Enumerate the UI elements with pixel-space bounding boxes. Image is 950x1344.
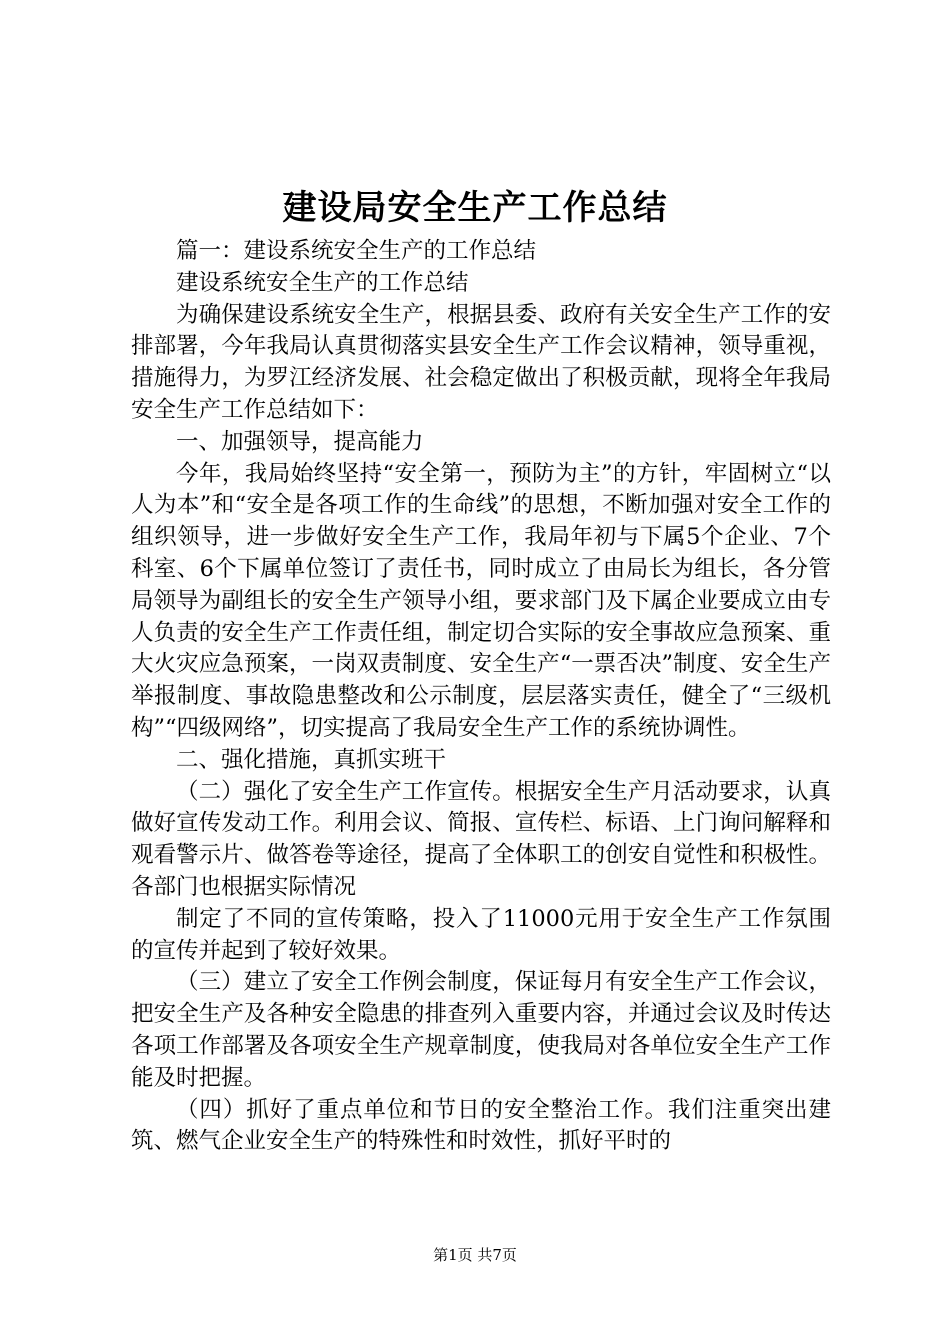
paragraph-section-heading: 篇一：建设系统安全生产的工作总结 [176,238,537,264]
paragraph-leadership: 今年，我局始终坚持“安全第一，预防为主”的方针，牢固树立“以人为本”和“安全是各项工作的生命线”的思想，不断加强对安全工作的组织领导，进一步做好安全生产工作，我局年初与下属5个企业、7个科室、6个下属单位签订了责任书，同时成立了由局长为组长，各分管局领导为副组长的安全生产领导小组，要求部门及下属企业要成立由专人负责的安全生产工作责任组，制定切合实际的安全事故应急预案、重大火灾应急预案，一岗双责制度、安全生产“一票否决”制度、安全生产举报制度、事故隐患整改和公示制度，层层落实责任，健全了“三级机构”“四级网络”，切实提高了我局安全生产工作的系统协调性。 [131,460,831,741]
paragraph-meetings: （三）建立了安全工作例会制度，保证每月有安全生产工作会议，把安全生产及各种安全隐患的排查列入重要内容，并通过会议及时传达各项工作部署及各项安全生产规章制度，使我局对各单位安全生产工作能及时把握。 [131,969,831,1091]
paragraph-heading-1: 一、加强领导，提高能力 [176,428,424,455]
paragraph-intro: 为确保建设系统安全生产，根据县委、政府有关安全生产工作的安排部署，今年我局认真贯彻落实县安全生产工作会议精神，领导重视，措施得力，为罗江经济发展、社会稳定做出了积极贡献，现将全年我局安全生产工作总结如下： [131,301,831,423]
paragraph-publicity-continued: 制定了不同的宣传策略，投入了11000元用于安全生产工作氛围的宣传并起到了较好效果。 [131,905,831,964]
paragraph-publicity: （二）强化了安全生产工作宣传。根据安全生产月活动要求，认真做好宣传发动工作。利用会议、简报、宣传栏、标语、上门询问解释和观看警示片、做答卷等途径，提高了全体职工的创安自觉性和积极性。各部门也根据实际情况 [131,778,831,900]
paragraph-key-units: （四）抓好了重点单位和节日的安全整治工作。我们注重突出建筑、燃气企业安全生产的特殊性和时效性，抓好平时的 [131,1096,831,1155]
paragraph-subtitle: 建设系统安全生产的工作总结 [176,269,469,296]
page-number: 第1页 共7页 [433,1246,517,1264]
document-body [131,236,831,1158]
paragraph-heading-2: 二、强化措施，真抓实班干 [176,746,447,773]
document-title: 建设局安全生产工作总结 [282,188,668,228]
